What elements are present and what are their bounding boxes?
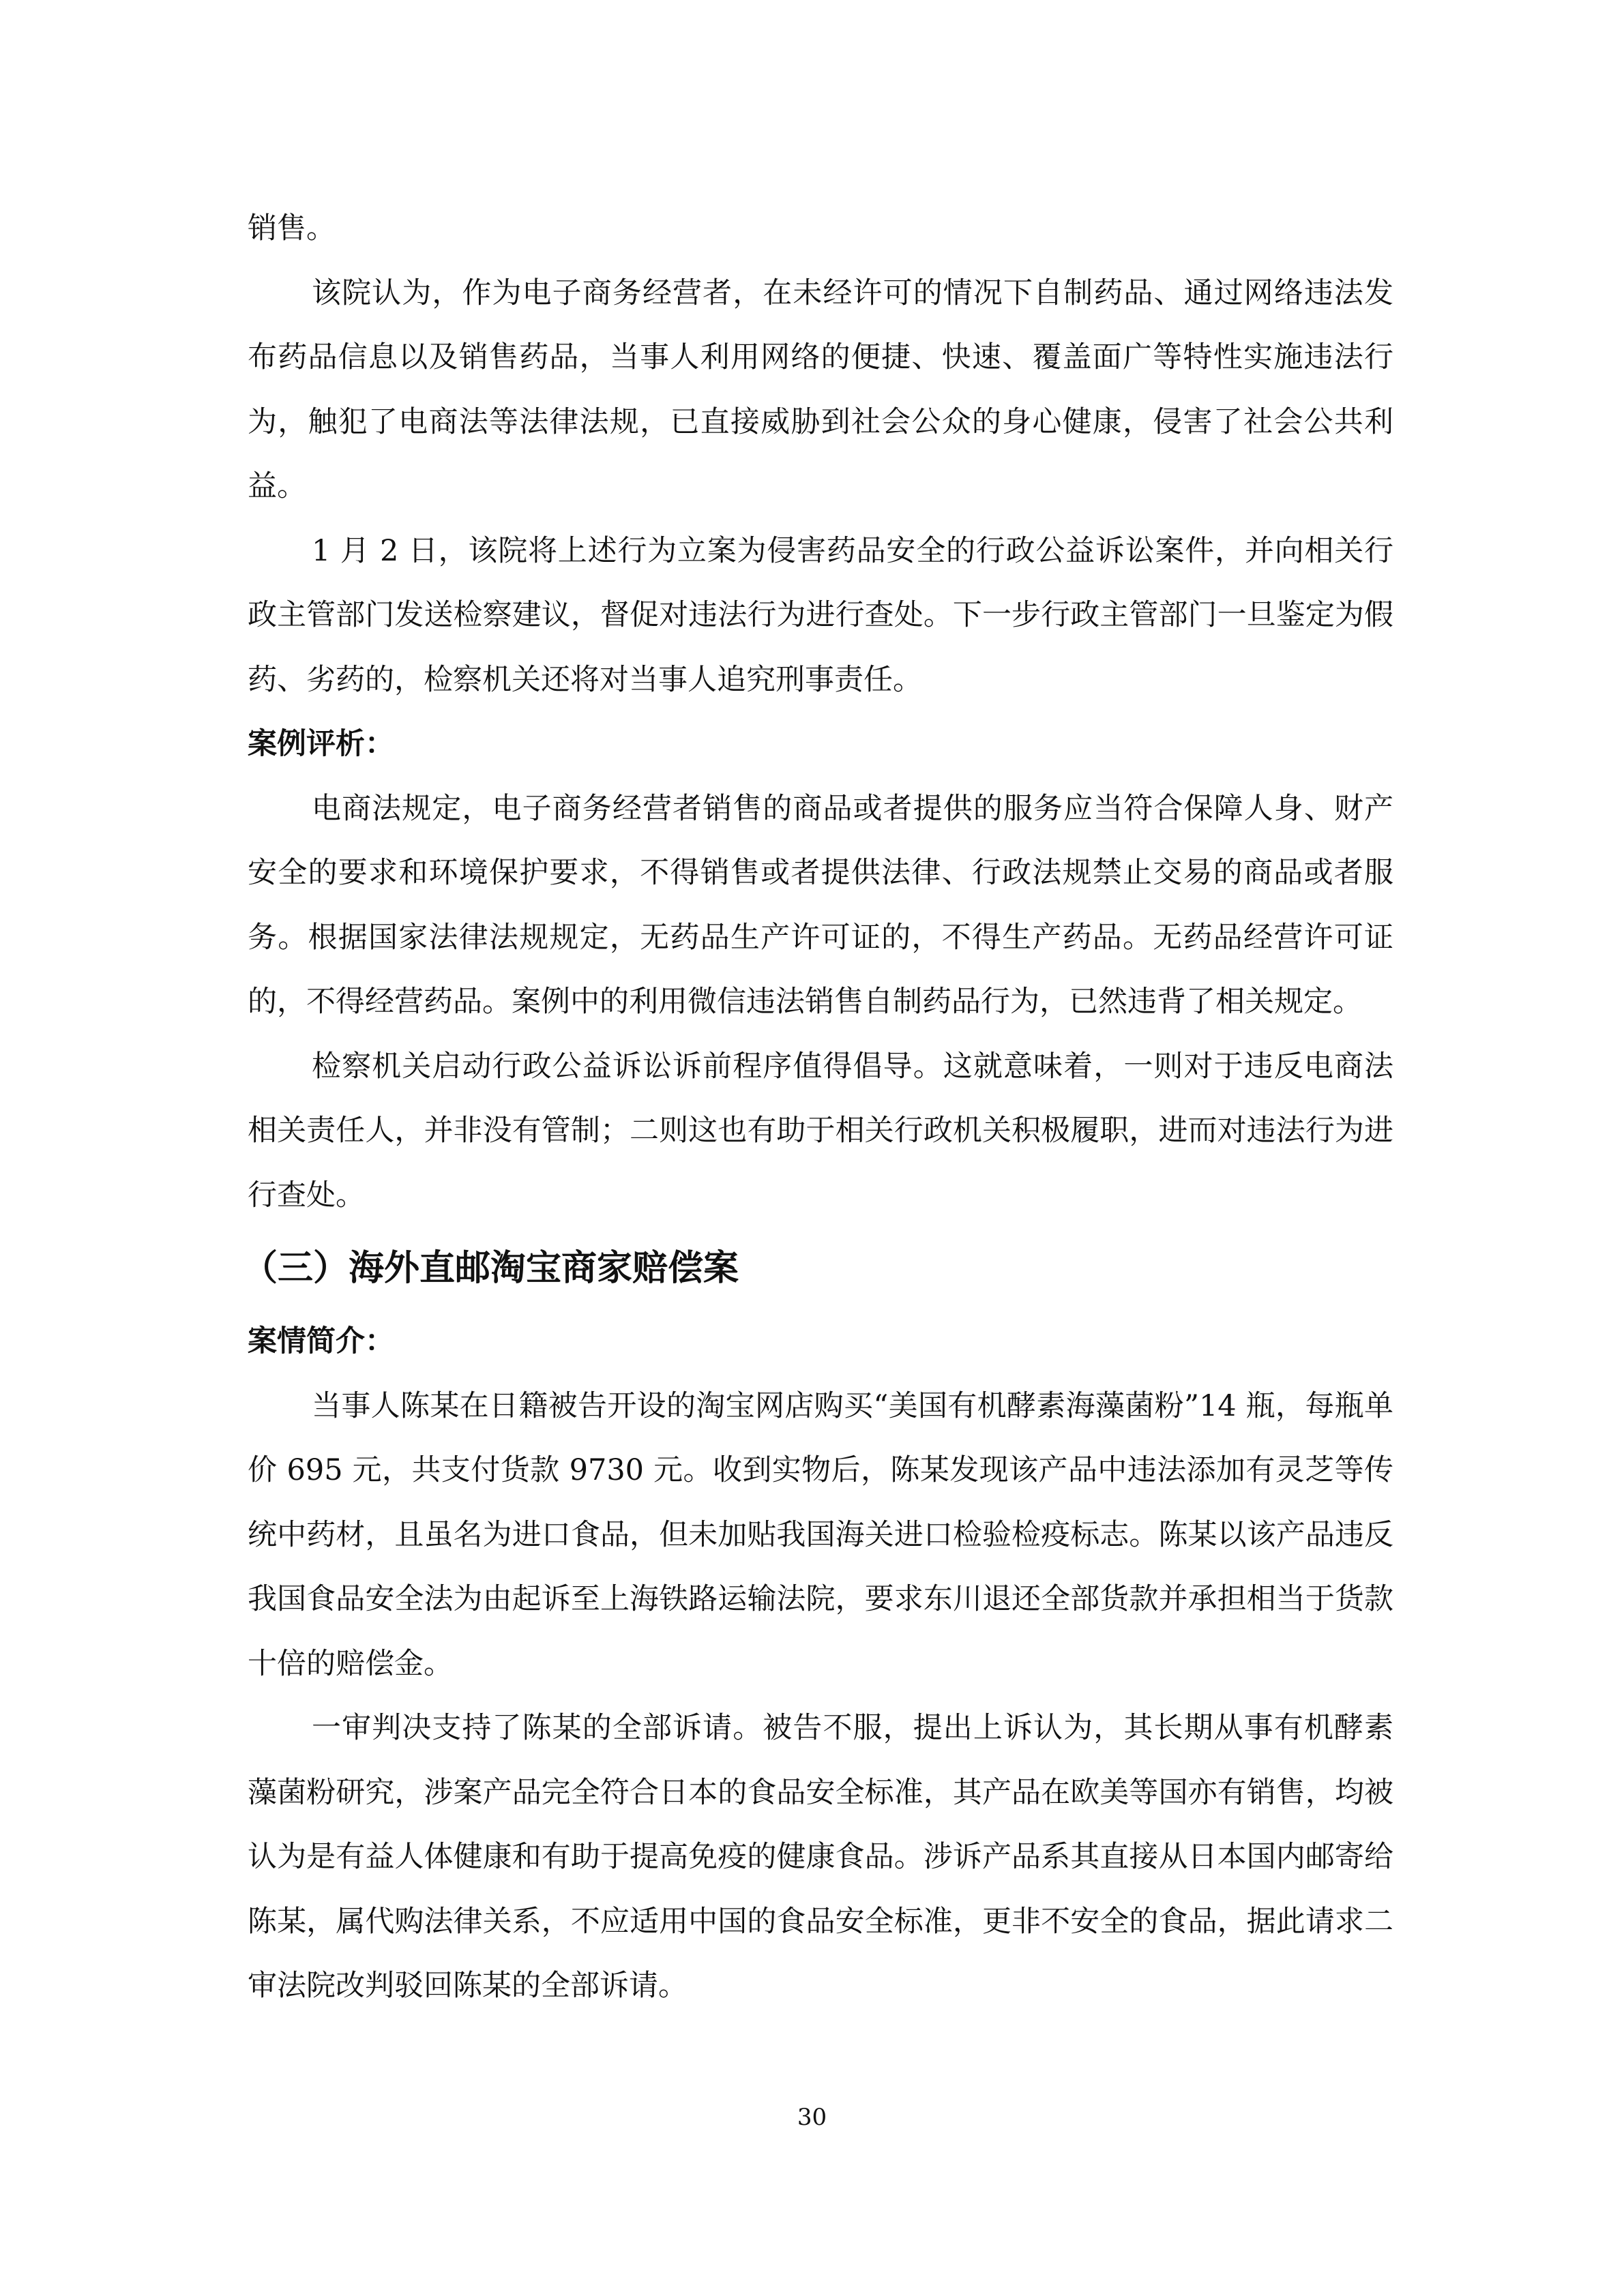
label-case-review: 案例评析： [248, 727, 394, 761]
paragraph-case-filing: 1 月 2 日，该院将上述行为立案为侵害药品安全的行政公益诉讼案件，并向相关行政主管部门发送检察建议，督促对违法行为进行查处。下一步行政主管部门一旦鉴定为假药、劣药的，检察机关还将对当事人追究刑事责任。 [248, 533, 1393, 697]
paragraph-procuratorate: 检察机关启动行政公益诉讼诉前程序值得倡导。这就意味着，一则对于违反电商法相关责任人，并非没有管制；二则这也有助于相关行政机关积极履职，进而对违法行为进行查处。 [248, 1049, 1393, 1212]
page-number: 30 [797, 2104, 827, 2131]
paragraph-court-opinion: 该院认为，作为电子商务经营者，在未经许可的情况下自制药品、通过网络违法发布药品信息以及销售药品，当事人利用网络的便捷、快速、覆盖面广等特性实施违法行为，触犯了电商法等法律法规，已直接威胁到社会公众的身心健康，侵害了社会公共利益。 [248, 275, 1393, 503]
section-title: （三）海外直邮淘宝商家赔偿案 [242, 1248, 739, 1289]
label-case-summary: 案情简介： [248, 1324, 394, 1358]
document-body [242, 196, 1393, 2018]
paragraph-continuation: 销售。 [248, 211, 336, 245]
paragraph-ecommerce-law: 电商法规定，电子商务经营者销售的商品或者提供的服务应当符合保障人身、财产安全的要求和环境保护要求，不得销售或者提供法律、行政法规禁止交易的商品或者服务。根据国家法律法规规定，无药品生产许可证的，不得生产药品。无药品经营许可证的，不得经营药品。案例中的利用微信违法销售自制药品行为，已然违背了相关规定。 [248, 791, 1393, 1019]
paragraph-purchase: 当事人陈某在日籍被告开设的淘宝网店购买“美国有机酵素海藻菌粉”14 瓶，每瓶单价 695 元，共支付货款 9730 元。收到实物后，陈某发现该产品中违法添加有灵芝等传统中药材，且虽名为进口食品，但未加贴我国海关进口检验检疫标志。陈某以该产品违反我国食品安全法为由起诉至上海铁路运输法院，要求东川退还全部货款并承担相当于货款十倍的赔偿金。 [248, 1388, 1393, 1681]
paragraph-appeal: 一审判决支持了陈某的全部诉请。被告不服，提出上诉认为，其长期从事有机酵素藻菌粉研究，涉案产品完全符合日本的食品安全标准，其产品在欧美等国亦有销售，均被认为是有益人体健康和有助于提高免疫的健康食品。涉诉产品系其直接从日本国内邮寄给陈某，属代购法律关系，不应适用中国的食品安全标准，更非不安全的食品，据此请求二审法院改判驳回陈某的全部诉请。 [248, 1711, 1393, 2003]
